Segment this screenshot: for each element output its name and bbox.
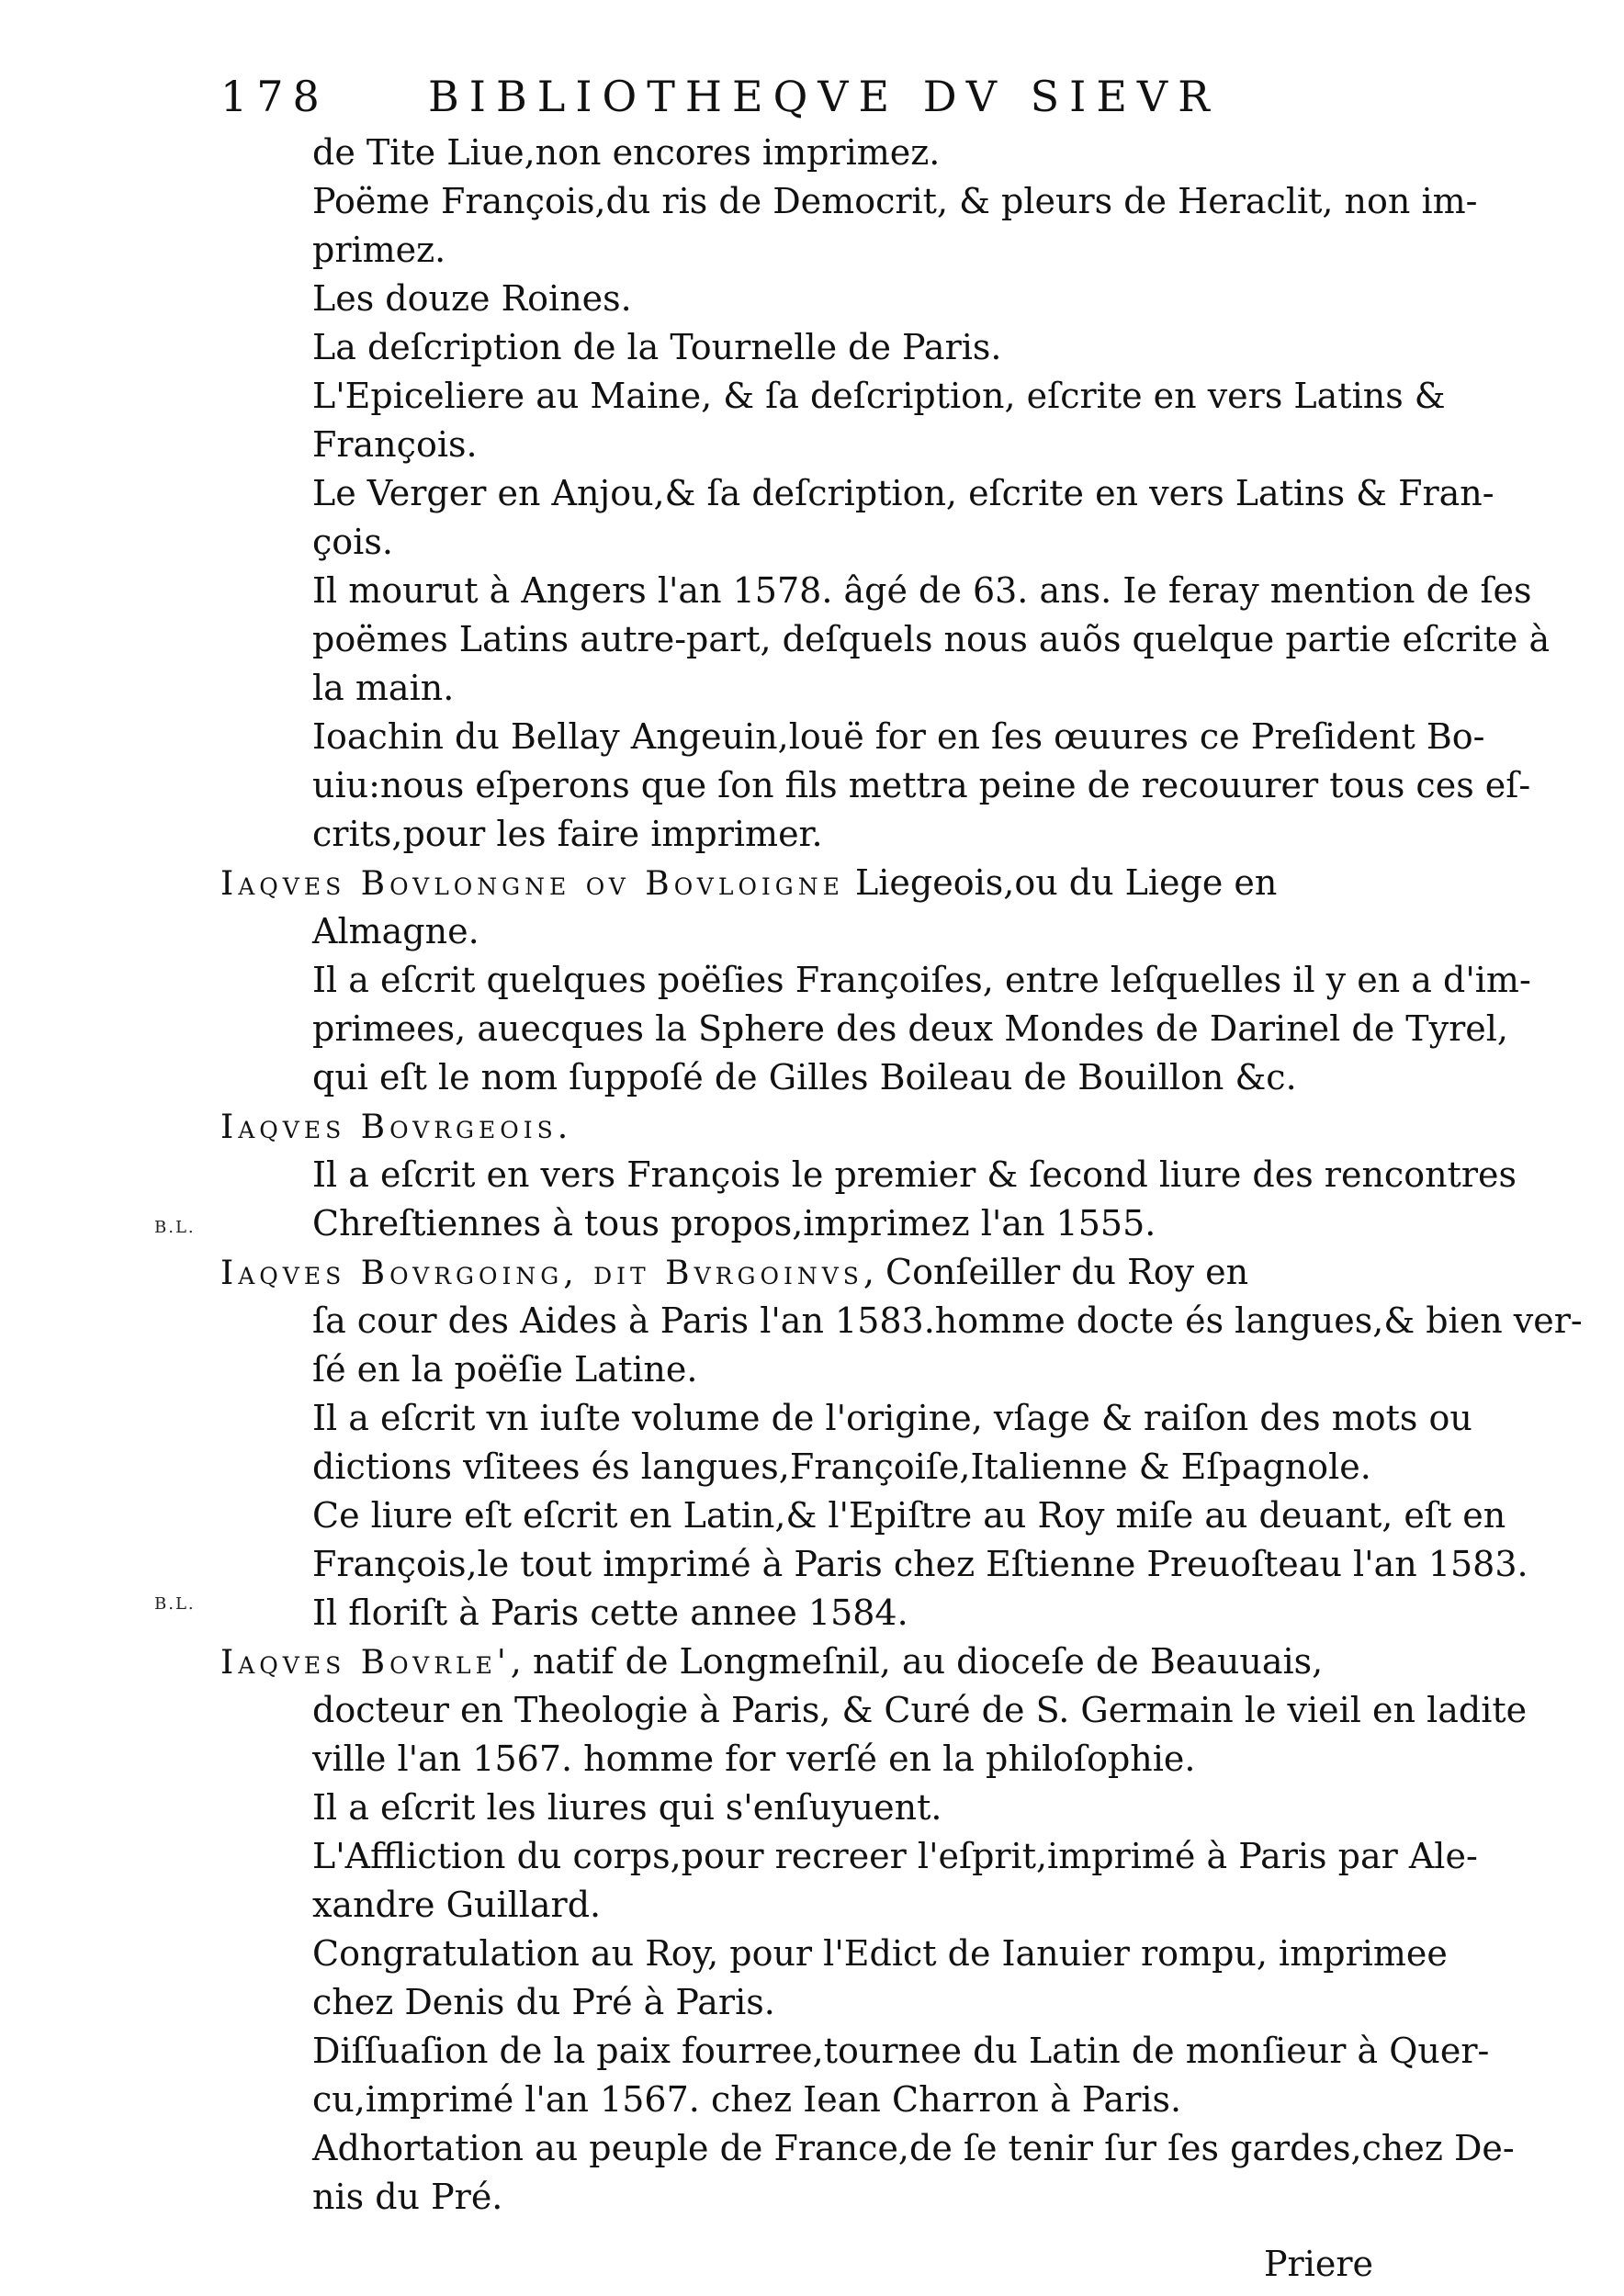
text-line: La deſcription de la Tournelle de Paris. [312,327,1002,367]
text-line: ſa cour des Aides à Paris l'an 1583.homme docte és langues,& bien ver- [312,1300,1583,1341]
headword: Iaqves Bovlongne ov Bovloigne [220,865,844,903]
margin-note: B.L. [154,1218,196,1237]
entry-heading [220,1638,1373,1686]
text-line: la main. [312,668,455,708]
text-line: ſé en la poëſie Latine. [312,1349,698,1390]
text-line: Adhortation au peuple de France,de ſe tenir ſur ſes gardes,chez De- [312,2128,1515,2168]
text-line: Il mourut à Angers l'an 1578. âgé de 63. ans. Ie feray mention de ſes [312,570,1532,611]
text-line: primez. [312,230,446,270]
text-line: François,le tout imprimé à Paris chez Eſtienne Preuoſteau l'an 1583. [312,1544,1528,1584]
text-line: cu,imprimé l'an 1567. chez Iean Charron à Paris. [312,2079,1182,2120]
page-header [220,72,1369,136]
text-line: çois. [312,522,393,562]
text-line: qui eſt le nom ſuppoſé de Gilles Boileau de Bouillon &c. [312,1057,1297,1097]
text-line: L'Epiceliere au Maine, & ſa deſcription, eſcrite en vers Latins & [312,376,1446,416]
text-line: Il a eſcrit quelques poëſies Françoiſes, entre leſquelles il y en a d'im- [312,960,1531,1000]
text-line: nis du Pré. [312,2177,503,2217]
text-line: docteur en Theologie à Paris, & Curé de S. Germain le vieil en ladite [312,1690,1528,1730]
headword: Iaqves Bovrgeois. [220,1109,573,1146]
entry-heading [220,1102,1373,1151]
running-title: BIBLIOTHEQVE DV SIEVR [428,72,1220,121]
entry-heading [220,1248,1373,1297]
text-line: François. [312,424,478,465]
body-text [220,129,1583,2289]
text-line: dictions vſitees és langues,Françoiſe,Italienne & Eſpagnole. [312,1446,1371,1487]
heading-text: Liegeois,ou du Liege en [855,862,1278,903]
text-line: Il floriſt à Paris cette annee 1584. [312,1593,908,1633]
text-line: ville l'an 1567. homme for verſé en la philoſophie. [312,1739,1196,1779]
text-line: Congratulation au Roy, pour l'Edict de Ianuier rompu, imprimee [312,1933,1448,1974]
text-line: Poëme François,du ris de Democrit, & pleurs de Heraclit, non im- [312,181,1478,221]
text-line: Il a eſcrit les liures qui s'enſuyuent. [312,1787,942,1828]
text-line: Chreſtiennes à tous propos,imprimez l'an 1555. [312,1203,1156,1244]
text-line: de Tite Liue,non encores imprimez. [312,132,941,173]
text-line: poëmes Latins autre-part, deſquels nous auõs quelque partie eſcrite à [312,619,1551,659]
text-line: uiu:nous eſperons que ſon fils mettra peine de recouurer tous ces eſ- [312,765,1531,805]
heading-text: , Conſeiller du Roy en [863,1252,1249,1292]
text-line: chez Denis du Pré à Paris. [312,1982,775,2022]
text-line: Les douze Roines. [312,278,632,319]
heading-text: , natif de Longmeſnil, au dioceſe de Beauuais, [510,1641,1324,1682]
headword: Iaqves Bovrle' [220,1644,511,1682]
text-line: Almagne. [312,911,479,951]
text-line: primees, auecques la Sphere des deux Mondes de Darinel de Tyrel, [312,1008,1508,1049]
catchword: Priere [1263,2244,1373,2284]
headword: Iaqves Bovrgoing, dit Bvrgoinvs [220,1255,863,1292]
margin-note: B.L. [154,1594,196,1614]
text-line: xandre Guillard. [312,1885,602,1925]
page-number: 178 [220,72,329,121]
text-line: L'Affliction du corps,pour recreer l'eſprit,imprimé à Paris par Ale- [312,1836,1478,1876]
text-line: Le Verger en Anjou,& ſa deſcription, eſcrite en vers Latins & Fran- [312,473,1494,513]
text-line: Diſſuaſion de la paix fourree,tournee du Latin de monſieur à Quer- [312,2031,1490,2071]
text-line: Ce liure eſt eſcrit en Latin,& l'Epiſtre au Roy miſe au deuant, eſt en [312,1495,1506,1536]
entry-heading [220,859,1373,907]
text-line: Il a eſcrit en vers François le premier & ſecond liure des rencontres [312,1154,1517,1195]
text-line: crits,pour les faire imprimer. [312,814,823,854]
text-line: Ioachin du Bellay Angeuin,louë for en ſes œuures ce Preſident Bo- [312,716,1485,757]
text-line: Il a eſcrit vn iuſte volume de l'origine, vſage & raiſon des mots ou [312,1398,1472,1438]
